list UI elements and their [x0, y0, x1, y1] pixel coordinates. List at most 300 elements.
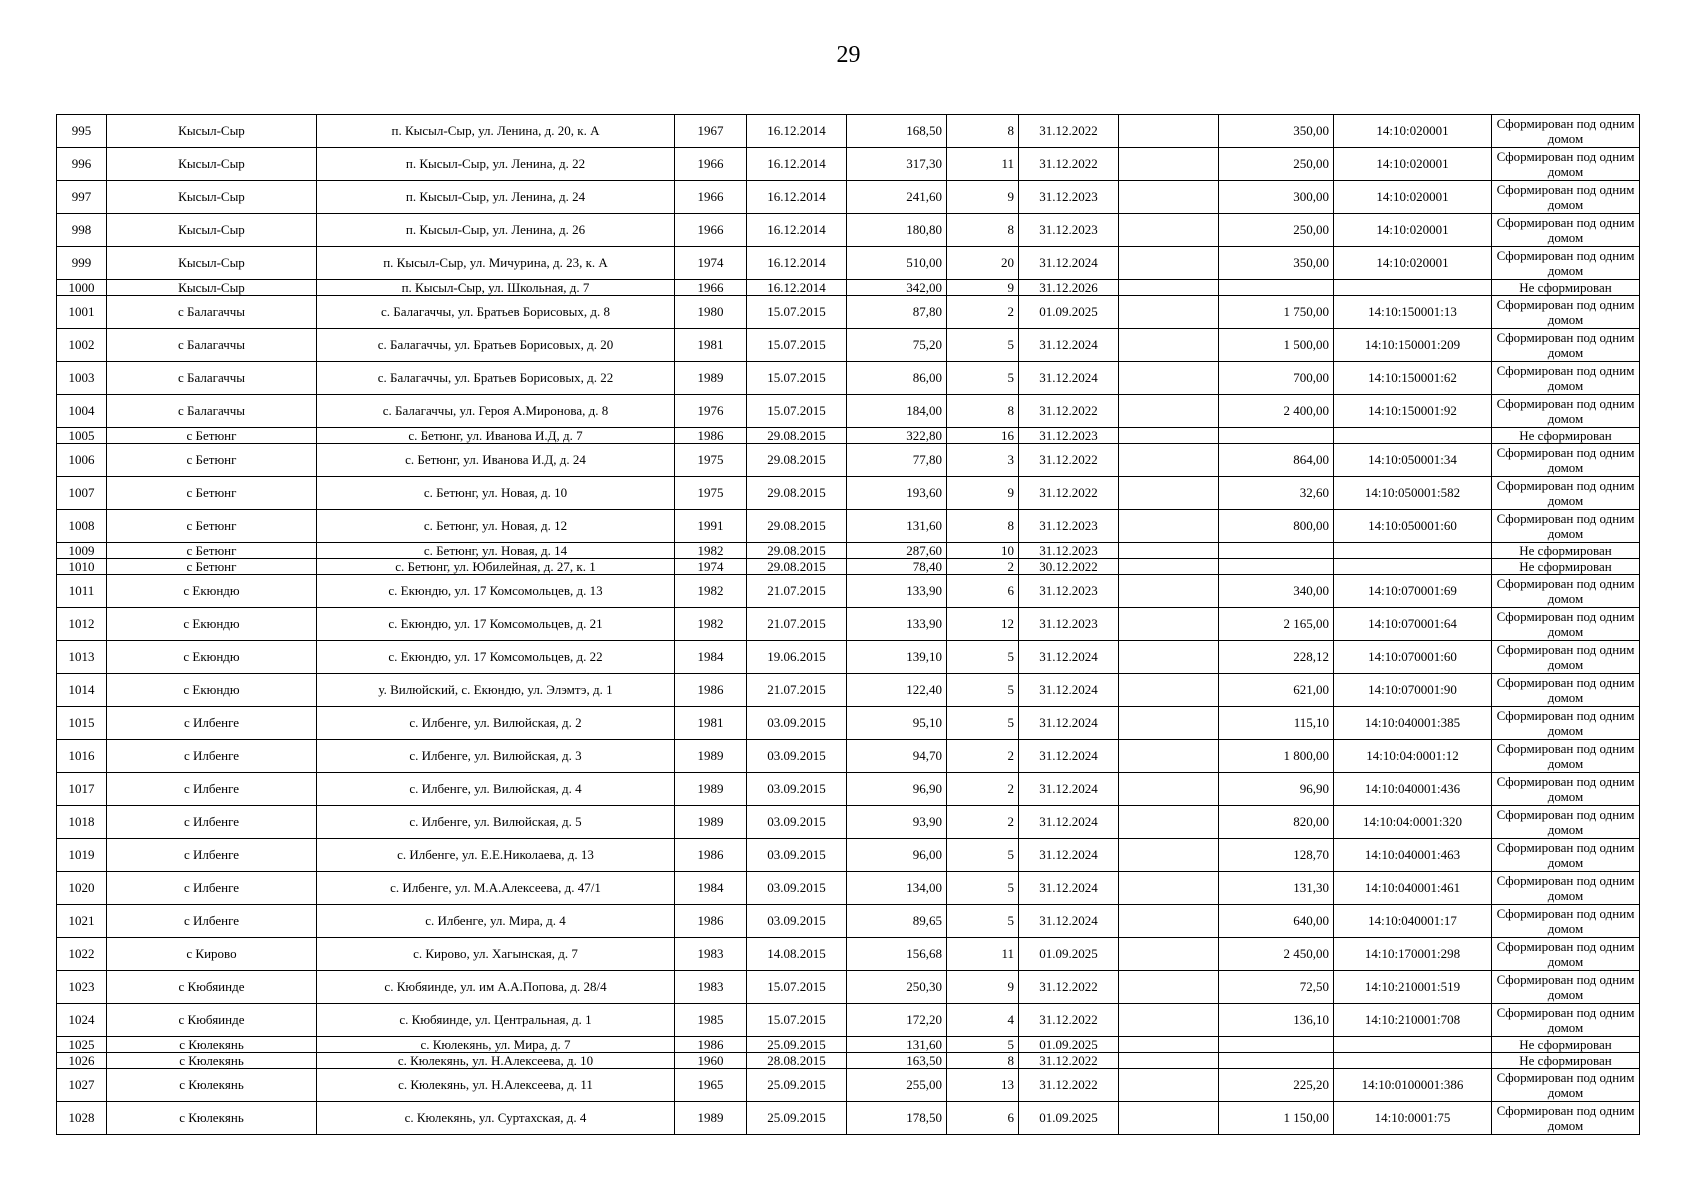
- land-status-cell: Сформирован под одним домом: [1492, 214, 1640, 247]
- land-area-cell: 96,90: [1219, 773, 1334, 806]
- settlement-cell: с Илбенге: [107, 872, 317, 905]
- address-cell: с. Кирово, ул. Хагынская, д. 7: [317, 938, 675, 971]
- settlement-cell: с Кюлекянь: [107, 1037, 317, 1053]
- cadastral-number-cell: 14:10:04:0001:12: [1334, 740, 1492, 773]
- land-status-cell: Не сформирован: [1492, 428, 1640, 444]
- blank-cell: [1119, 575, 1219, 608]
- resettlement-deadline-cell: 31.12.2022: [1019, 444, 1119, 477]
- year-built-cell: 1967: [675, 115, 747, 148]
- living-area-cell: 168,50: [847, 115, 947, 148]
- resettlement-deadline-cell: 31.12.2022: [1019, 1053, 1119, 1069]
- living-area-cell: 241,60: [847, 181, 947, 214]
- year-built-cell: 1985: [675, 1004, 747, 1037]
- address-cell: с. Бетюнг, ул. Юбилейная, д. 27, к. 1: [317, 559, 675, 575]
- blank-cell: [1119, 115, 1219, 148]
- recognition-date-cell: 16.12.2014: [747, 280, 847, 296]
- table-row: [57, 1037, 1640, 1053]
- living-area-cell: 156,68: [847, 938, 947, 971]
- blank-cell: [1119, 510, 1219, 543]
- table-row: [57, 362, 1640, 395]
- residents-cell: 16: [947, 428, 1019, 444]
- land-status-cell: Сформирован под одним домом: [1492, 1069, 1640, 1102]
- recognition-date-cell: 15.07.2015: [747, 395, 847, 428]
- land-status-cell: Сформирован под одним домом: [1492, 1102, 1640, 1135]
- year-built-cell: 1984: [675, 872, 747, 905]
- land-status-cell: Сформирован под одним домом: [1492, 362, 1640, 395]
- row-number: 1013: [57, 641, 107, 674]
- resettlement-deadline-cell: 31.12.2024: [1019, 773, 1119, 806]
- row-number: 1006: [57, 444, 107, 477]
- land-status-cell: Сформирован под одним домом: [1492, 971, 1640, 1004]
- table-row: [57, 1102, 1640, 1135]
- settlement-cell: с Екюндю: [107, 575, 317, 608]
- address-cell: п. Кысыл-Сыр, ул. Ленина, д. 26: [317, 214, 675, 247]
- row-number: 995: [57, 115, 107, 148]
- residents-cell: 20: [947, 247, 1019, 280]
- land-status-cell: Сформирован под одним домом: [1492, 938, 1640, 971]
- residents-cell: 8: [947, 395, 1019, 428]
- cadastral-number-cell: [1334, 428, 1492, 444]
- year-built-cell: 1966: [675, 280, 747, 296]
- year-built-cell: 1989: [675, 1102, 747, 1135]
- year-built-cell: 1986: [675, 428, 747, 444]
- year-built-cell: 1966: [675, 148, 747, 181]
- table-row: [57, 329, 1640, 362]
- year-built-cell: 1983: [675, 971, 747, 1004]
- address-cell: с. Илбенге, ул. М.А.Алексеева, д. 47/1: [317, 872, 675, 905]
- settlement-cell: с Бетюнг: [107, 444, 317, 477]
- table-row: [57, 1004, 1640, 1037]
- table-row: [57, 444, 1640, 477]
- living-area-cell: 78,40: [847, 559, 947, 575]
- living-area-cell: 139,10: [847, 641, 947, 674]
- address-cell: у. Вилюйский, с. Екюндю, ул. Элэмтэ, д. 1: [317, 674, 675, 707]
- address-cell: с. Илбенге, ул. Мира, д. 4: [317, 905, 675, 938]
- residents-cell: 11: [947, 938, 1019, 971]
- residents-cell: 6: [947, 1102, 1019, 1135]
- blank-cell: [1119, 477, 1219, 510]
- row-number: 999: [57, 247, 107, 280]
- blank-cell: [1119, 938, 1219, 971]
- address-cell: с. Илбенге, ул. Вилюйская, д. 5: [317, 806, 675, 839]
- blank-cell: [1119, 214, 1219, 247]
- land-status-cell: Сформирован под одним домом: [1492, 773, 1640, 806]
- year-built-cell: 1986: [675, 839, 747, 872]
- living-area-cell: 163,50: [847, 1053, 947, 1069]
- land-area-cell: 621,00: [1219, 674, 1334, 707]
- settlement-cell: с Балагаччы: [107, 395, 317, 428]
- cadastral-number-cell: 14:10:020001: [1334, 148, 1492, 181]
- cadastral-number-cell: 14:10:040001:461: [1334, 872, 1492, 905]
- living-area-cell: 95,10: [847, 707, 947, 740]
- cadastral-number-cell: 14:10:040001:385: [1334, 707, 1492, 740]
- residents-cell: 5: [947, 674, 1019, 707]
- land-area-cell: 72,50: [1219, 971, 1334, 1004]
- year-built-cell: 1982: [675, 543, 747, 559]
- row-number: 1027: [57, 1069, 107, 1102]
- cadastral-number-cell: 14:10:070001:64: [1334, 608, 1492, 641]
- cadastral-number-cell: 14:10:210001:708: [1334, 1004, 1492, 1037]
- recognition-date-cell: 16.12.2014: [747, 148, 847, 181]
- land-area-cell: 300,00: [1219, 181, 1334, 214]
- residents-cell: 9: [947, 280, 1019, 296]
- blank-cell: [1119, 707, 1219, 740]
- recognition-date-cell: 29.08.2015: [747, 510, 847, 543]
- land-area-cell: 2 450,00: [1219, 938, 1334, 971]
- land-status-cell: Сформирован под одним домом: [1492, 296, 1640, 329]
- blank-cell: [1119, 674, 1219, 707]
- cadastral-number-cell: 14:10:170001:298: [1334, 938, 1492, 971]
- land-area-cell: 128,70: [1219, 839, 1334, 872]
- year-built-cell: 1982: [675, 575, 747, 608]
- blank-cell: [1119, 1069, 1219, 1102]
- table-row: [57, 839, 1640, 872]
- resettlement-deadline-cell: 31.12.2024: [1019, 674, 1119, 707]
- blank-cell: [1119, 362, 1219, 395]
- resettlement-deadline-cell: 01.09.2025: [1019, 1102, 1119, 1135]
- row-number: 1025: [57, 1037, 107, 1053]
- land-status-cell: Сформирован под одним домом: [1492, 444, 1640, 477]
- settlement-cell: с Балагаччы: [107, 296, 317, 329]
- land-status-cell: Сформирован под одним домом: [1492, 477, 1640, 510]
- year-built-cell: 1986: [675, 674, 747, 707]
- settlement-cell: с Илбенге: [107, 839, 317, 872]
- table-row: [57, 707, 1640, 740]
- blank-cell: [1119, 543, 1219, 559]
- land-status-cell: Сформирован под одним домом: [1492, 115, 1640, 148]
- recognition-date-cell: 03.09.2015: [747, 707, 847, 740]
- residents-cell: 2: [947, 740, 1019, 773]
- address-cell: с. Кюлекянь, ул. Мира, д. 7: [317, 1037, 675, 1053]
- recognition-date-cell: 29.08.2015: [747, 477, 847, 510]
- resettlement-deadline-cell: 31.12.2022: [1019, 971, 1119, 1004]
- recognition-date-cell: 15.07.2015: [747, 296, 847, 329]
- recognition-date-cell: 25.09.2015: [747, 1102, 847, 1135]
- blank-cell: [1119, 280, 1219, 296]
- address-cell: с. Екюндю, ул. 17 Комсомольцев, д. 21: [317, 608, 675, 641]
- cadastral-number-cell: 14:10:020001: [1334, 181, 1492, 214]
- table-row: [57, 641, 1640, 674]
- blank-cell: [1119, 806, 1219, 839]
- land-area-cell: 32,60: [1219, 477, 1334, 510]
- blank-cell: [1119, 559, 1219, 575]
- cadastral-number-cell: [1334, 1037, 1492, 1053]
- address-cell: с. Илбенге, ул. Вилюйская, д. 4: [317, 773, 675, 806]
- cadastral-number-cell: 14:10:070001:60: [1334, 641, 1492, 674]
- settlement-cell: с Кюлекянь: [107, 1069, 317, 1102]
- cadastral-number-cell: 14:10:040001:463: [1334, 839, 1492, 872]
- living-area-cell: 134,00: [847, 872, 947, 905]
- blank-cell: [1119, 444, 1219, 477]
- living-area-cell: 86,00: [847, 362, 947, 395]
- resettlement-deadline-cell: 31.12.2022: [1019, 1069, 1119, 1102]
- cadastral-number-cell: [1334, 543, 1492, 559]
- living-area-cell: 77,80: [847, 444, 947, 477]
- recognition-date-cell: 15.07.2015: [747, 971, 847, 1004]
- land-area-cell: 350,00: [1219, 247, 1334, 280]
- settlement-cell: с Кирово: [107, 938, 317, 971]
- year-built-cell: 1974: [675, 559, 747, 575]
- residents-cell: 4: [947, 1004, 1019, 1037]
- address-cell: с. Бетюнг, ул. Новая, д. 12: [317, 510, 675, 543]
- cadastral-number-cell: 14:10:020001: [1334, 247, 1492, 280]
- row-number: 1016: [57, 740, 107, 773]
- resettlement-deadline-cell: 31.12.2024: [1019, 806, 1119, 839]
- row-number: 1017: [57, 773, 107, 806]
- address-cell: с. Бетюнг, ул. Новая, д. 10: [317, 477, 675, 510]
- living-area-cell: 322,80: [847, 428, 947, 444]
- resettlement-deadline-cell: 31.12.2023: [1019, 608, 1119, 641]
- recognition-date-cell: 16.12.2014: [747, 214, 847, 247]
- address-cell: с. Балагаччы, ул. Братьев Борисовых, д. 22: [317, 362, 675, 395]
- table-row: [57, 938, 1640, 971]
- resettlement-deadline-cell: 31.12.2024: [1019, 641, 1119, 674]
- residents-cell: 2: [947, 296, 1019, 329]
- row-number: 1024: [57, 1004, 107, 1037]
- recognition-date-cell: 29.08.2015: [747, 444, 847, 477]
- land-status-cell: Сформирован под одним домом: [1492, 148, 1640, 181]
- table-row: [57, 575, 1640, 608]
- table-row: [57, 1069, 1640, 1102]
- resettlement-deadline-cell: 31.12.2023: [1019, 214, 1119, 247]
- row-number: 1020: [57, 872, 107, 905]
- settlement-cell: с Илбенге: [107, 740, 317, 773]
- settlement-cell: с Илбенге: [107, 707, 317, 740]
- land-status-cell: Сформирован под одним домом: [1492, 905, 1640, 938]
- year-built-cell: 1960: [675, 1053, 747, 1069]
- residents-cell: 10: [947, 543, 1019, 559]
- residents-cell: 5: [947, 707, 1019, 740]
- resettlement-deadline-cell: 31.12.2026: [1019, 280, 1119, 296]
- land-area-cell: [1219, 280, 1334, 296]
- blank-cell: [1119, 1102, 1219, 1135]
- land-status-cell: Не сформирован: [1492, 543, 1640, 559]
- residents-cell: 8: [947, 510, 1019, 543]
- settlement-cell: с Илбенге: [107, 905, 317, 938]
- blank-cell: [1119, 1053, 1219, 1069]
- land-area-cell: 250,00: [1219, 214, 1334, 247]
- table-row: [57, 428, 1640, 444]
- year-built-cell: 1989: [675, 806, 747, 839]
- address-cell: с. Бетюнг, ул. Иванова И.Д, д. 7: [317, 428, 675, 444]
- living-area-cell: 94,70: [847, 740, 947, 773]
- page-number: 29: [836, 42, 861, 68]
- residents-cell: 2: [947, 806, 1019, 839]
- settlement-cell: Кысыл-Сыр: [107, 247, 317, 280]
- land-area-cell: 800,00: [1219, 510, 1334, 543]
- year-built-cell: 1991: [675, 510, 747, 543]
- land-status-cell: Сформирован под одним домом: [1492, 707, 1640, 740]
- residents-cell: 8: [947, 214, 1019, 247]
- cadastral-number-cell: 14:10:0100001:386: [1334, 1069, 1492, 1102]
- year-built-cell: 1966: [675, 181, 747, 214]
- table-row: [57, 559, 1640, 575]
- row-number: 1019: [57, 839, 107, 872]
- living-area-cell: 89,65: [847, 905, 947, 938]
- table-row: [57, 543, 1640, 559]
- resettlement-deadline-cell: 31.12.2023: [1019, 428, 1119, 444]
- table-row: [57, 395, 1640, 428]
- settlement-cell: с Балагаччы: [107, 362, 317, 395]
- recognition-date-cell: 29.08.2015: [747, 428, 847, 444]
- table-row: [57, 115, 1640, 148]
- year-built-cell: 1980: [675, 296, 747, 329]
- living-area-cell: 93,90: [847, 806, 947, 839]
- settlement-cell: Кысыл-Сыр: [107, 214, 317, 247]
- residents-cell: 8: [947, 115, 1019, 148]
- table-row: [57, 905, 1640, 938]
- settlement-cell: с Кюбяинде: [107, 1004, 317, 1037]
- cadastral-number-cell: [1334, 280, 1492, 296]
- settlement-cell: с Кюбяинде: [107, 971, 317, 1004]
- year-built-cell: 1975: [675, 444, 747, 477]
- table-row: [57, 477, 1640, 510]
- resettlement-deadline-cell: 31.12.2023: [1019, 543, 1119, 559]
- land-area-cell: 350,00: [1219, 115, 1334, 148]
- residents-cell: 2: [947, 773, 1019, 806]
- recognition-date-cell: 03.09.2015: [747, 839, 847, 872]
- row-number: 1018: [57, 806, 107, 839]
- residents-cell: 5: [947, 329, 1019, 362]
- recognition-date-cell: 25.09.2015: [747, 1037, 847, 1053]
- land-status-cell: Сформирован под одним домом: [1492, 1004, 1640, 1037]
- year-built-cell: 1975: [675, 477, 747, 510]
- table-row: [57, 740, 1640, 773]
- cadastral-number-cell: 14:10:050001:582: [1334, 477, 1492, 510]
- living-area-cell: 75,20: [847, 329, 947, 362]
- land-area-cell: [1219, 428, 1334, 444]
- land-area-cell: [1219, 1053, 1334, 1069]
- address-cell: п. Кысыл-Сыр, ул. Мичурина, д. 23, к. А: [317, 247, 675, 280]
- blank-cell: [1119, 329, 1219, 362]
- table-row: [57, 148, 1640, 181]
- living-area-cell: 131,60: [847, 510, 947, 543]
- settlement-cell: с Кюлекянь: [107, 1102, 317, 1135]
- table-row: [57, 247, 1640, 280]
- living-area-cell: 133,90: [847, 575, 947, 608]
- blank-cell: [1119, 395, 1219, 428]
- row-number: 998: [57, 214, 107, 247]
- row-number: 1007: [57, 477, 107, 510]
- land-area-cell: 1 800,00: [1219, 740, 1334, 773]
- cadastral-number-cell: 14:10:040001:17: [1334, 905, 1492, 938]
- blank-cell: [1119, 971, 1219, 1004]
- residents-cell: 9: [947, 477, 1019, 510]
- settlement-cell: с Бетюнг: [107, 510, 317, 543]
- residents-cell: 3: [947, 444, 1019, 477]
- blank-cell: [1119, 641, 1219, 674]
- address-cell: п. Кысыл-Сыр, ул. Школьная, д. 7: [317, 280, 675, 296]
- resettlement-deadline-cell: 31.12.2024: [1019, 707, 1119, 740]
- address-cell: с. Екюндю, ул. 17 Комсомольцев, д. 22: [317, 641, 675, 674]
- land-status-cell: Не сформирован: [1492, 1053, 1640, 1069]
- blank-cell: [1119, 608, 1219, 641]
- row-number: 996: [57, 148, 107, 181]
- living-area-cell: 178,50: [847, 1102, 947, 1135]
- blank-cell: [1119, 1037, 1219, 1053]
- blank-cell: [1119, 296, 1219, 329]
- resettlement-deadline-cell: 31.12.2024: [1019, 740, 1119, 773]
- recognition-date-cell: 29.08.2015: [747, 543, 847, 559]
- address-cell: с. Балагаччы, ул. Братьев Борисовых, д. 8: [317, 296, 675, 329]
- cadastral-number-cell: 14:10:150001:13: [1334, 296, 1492, 329]
- year-built-cell: 1974: [675, 247, 747, 280]
- address-cell: с. Илбенге, ул. Вилюйская, д. 3: [317, 740, 675, 773]
- year-built-cell: 1982: [675, 608, 747, 641]
- recognition-date-cell: 29.08.2015: [747, 559, 847, 575]
- land-status-cell: Не сформирован: [1492, 1037, 1640, 1053]
- blank-cell: [1119, 872, 1219, 905]
- table-row: [57, 773, 1640, 806]
- land-area-cell: 2 400,00: [1219, 395, 1334, 428]
- cadastral-number-cell: 14:10:210001:519: [1334, 971, 1492, 1004]
- row-number: 1001: [57, 296, 107, 329]
- land-area-cell: 640,00: [1219, 905, 1334, 938]
- land-status-cell: Сформирован под одним домом: [1492, 181, 1640, 214]
- residents-cell: 5: [947, 641, 1019, 674]
- resettlement-deadline-cell: 31.12.2024: [1019, 329, 1119, 362]
- blank-cell: [1119, 1004, 1219, 1037]
- residents-cell: 9: [947, 971, 1019, 1004]
- recognition-date-cell: 15.07.2015: [747, 362, 847, 395]
- residents-cell: 5: [947, 905, 1019, 938]
- year-built-cell: 1984: [675, 641, 747, 674]
- land-area-cell: 1 150,00: [1219, 1102, 1334, 1135]
- land-area-cell: 136,10: [1219, 1004, 1334, 1037]
- residents-cell: 13: [947, 1069, 1019, 1102]
- row-number: 1014: [57, 674, 107, 707]
- year-built-cell: 1989: [675, 740, 747, 773]
- land-status-cell: Сформирован под одним домом: [1492, 740, 1640, 773]
- cadastral-number-cell: [1334, 559, 1492, 575]
- settlement-cell: с Екюндю: [107, 608, 317, 641]
- row-number: 1008: [57, 510, 107, 543]
- blank-cell: [1119, 839, 1219, 872]
- address-cell: с. Балагаччы, ул. Героя А.Миронова, д. 8: [317, 395, 675, 428]
- row-number: 1004: [57, 395, 107, 428]
- cadastral-number-cell: [1334, 1053, 1492, 1069]
- land-area-cell: 225,20: [1219, 1069, 1334, 1102]
- land-area-cell: 228,12: [1219, 641, 1334, 674]
- blank-cell: [1119, 181, 1219, 214]
- residents-cell: 5: [947, 362, 1019, 395]
- recognition-date-cell: 03.09.2015: [747, 740, 847, 773]
- land-area-cell: 700,00: [1219, 362, 1334, 395]
- recognition-date-cell: 16.12.2014: [747, 247, 847, 280]
- year-built-cell: 1981: [675, 707, 747, 740]
- address-cell: с. Илбенге, ул. Вилюйская, д. 2: [317, 707, 675, 740]
- address-cell: с. Екюндю, ул. 17 Комсомольцев, д. 13: [317, 575, 675, 608]
- resettlement-deadline-cell: 31.12.2024: [1019, 247, 1119, 280]
- address-cell: с. Бетюнг, ул. Иванова И.Д, д. 24: [317, 444, 675, 477]
- resettlement-deadline-cell: 31.12.2022: [1019, 148, 1119, 181]
- living-area-cell: 180,80: [847, 214, 947, 247]
- land-area-cell: 1 500,00: [1219, 329, 1334, 362]
- table-row: [57, 280, 1640, 296]
- resettlement-deadline-cell: 31.12.2022: [1019, 477, 1119, 510]
- land-area-cell: 115,10: [1219, 707, 1334, 740]
- residents-cell: 6: [947, 575, 1019, 608]
- settlement-cell: с Екюндю: [107, 641, 317, 674]
- address-cell: с. Кюбяинде, ул. им А.А.Попова, д. 28/4: [317, 971, 675, 1004]
- year-built-cell: 1986: [675, 1037, 747, 1053]
- row-number: 1005: [57, 428, 107, 444]
- row-number: 1023: [57, 971, 107, 1004]
- recognition-date-cell: 15.07.2015: [747, 1004, 847, 1037]
- address-cell: с. Кюлекянь, ул. Н.Алексеева, д. 10: [317, 1053, 675, 1069]
- year-built-cell: 1966: [675, 214, 747, 247]
- settlement-cell: Кысыл-Сыр: [107, 115, 317, 148]
